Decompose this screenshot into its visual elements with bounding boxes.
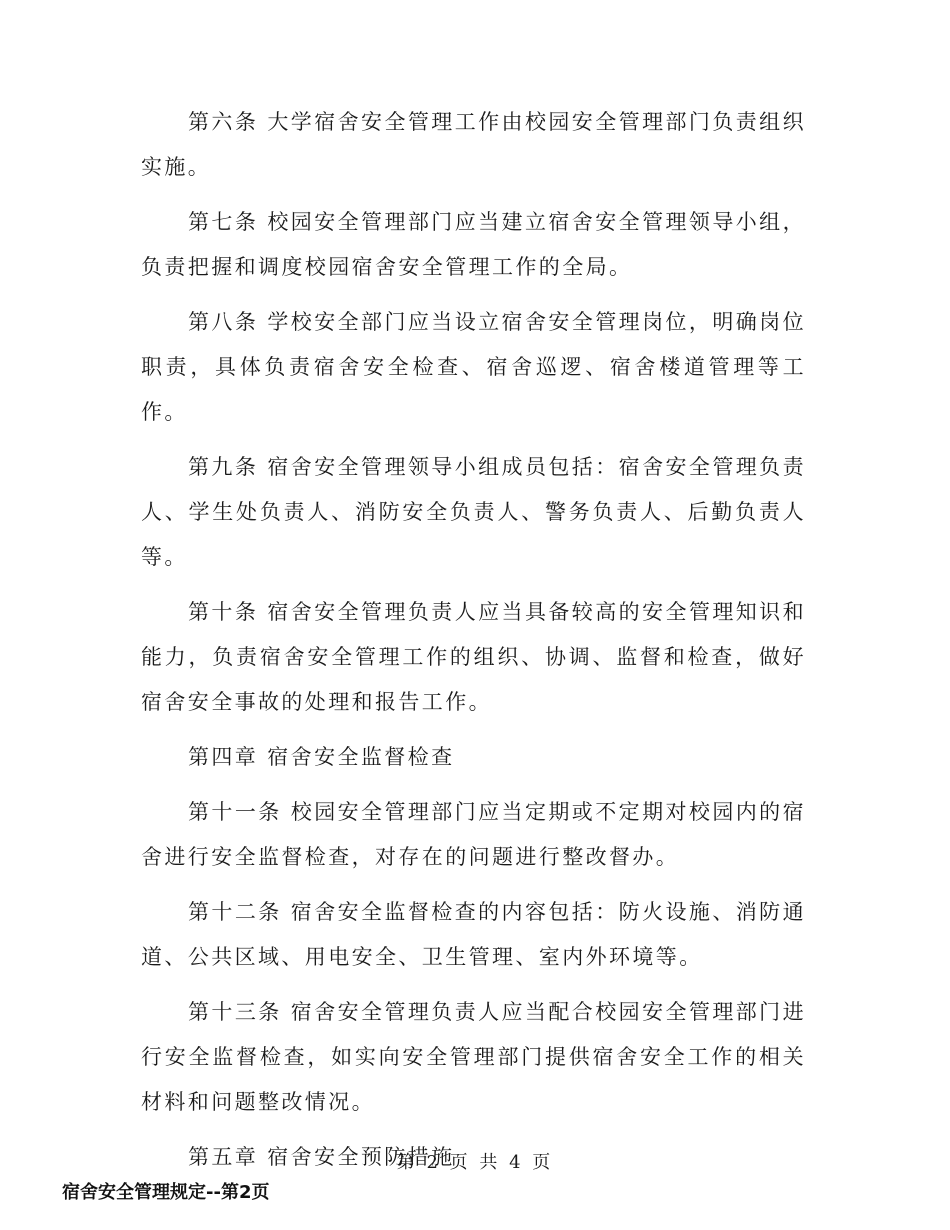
article-7: 第七条 校园安全管理部门应当建立宿舍安全管理领导小组，负责把握和调度校园宿舍安全管理工作的全局。 bbox=[141, 210, 806, 279]
chapter-four-heading: 第四章 宿舍安全监督检查 bbox=[188, 745, 455, 769]
document-footer-title: 宿舍安全管理规定--第2页 bbox=[62, 1182, 270, 1203]
article-6: 第六条 大学宿舍安全管理工作由校园安全管理部门负责组织实施。 bbox=[141, 110, 806, 179]
document-body bbox=[141, 100, 806, 1190]
article-13: 第十三条 宿舍安全管理负责人应当配合校园安全管理部门进行安全监督检查，如实向安全管理部门提供宿舍安全工作的相关材料和问题整改情况。 bbox=[141, 1000, 806, 1114]
article-10: 第十条 宿舍安全管理负责人应当具备较高的安全管理知识和能力，负责宿舍安全管理工作的组织、协调、监督和检查，做好宿舍安全事故的处理和报告工作。 bbox=[141, 600, 806, 714]
chapter-five-heading: 第五章 宿舍安全预防措施 bbox=[188, 1145, 455, 1169]
article-9: 第九条 宿舍安全管理领导小组成员包括：宿舍安全管理负责人、学生处负责人、消防安全负责人、警务负责人、后勤负责人等。 bbox=[141, 455, 806, 569]
page-number: 第 2 页 共 4 页 bbox=[396, 1152, 554, 1173]
article-11: 第十一条 校园安全管理部门应当定期或不定期对校园内的宿舍进行安全监督检查，对存在的问题进行整改督办。 bbox=[141, 800, 806, 869]
article-12: 第十二条 宿舍安全监督检查的内容包括：防火设施、消防通道、公共区域、用电安全、卫生管理、室内外环境等。 bbox=[141, 900, 806, 969]
article-8: 第八条 学校安全部门应当设立宿舍安全管理岗位，明确岗位职责，具体负责宿舍安全检查、宿舍巡逻、宿舍楼道管理等工作。 bbox=[141, 310, 806, 424]
